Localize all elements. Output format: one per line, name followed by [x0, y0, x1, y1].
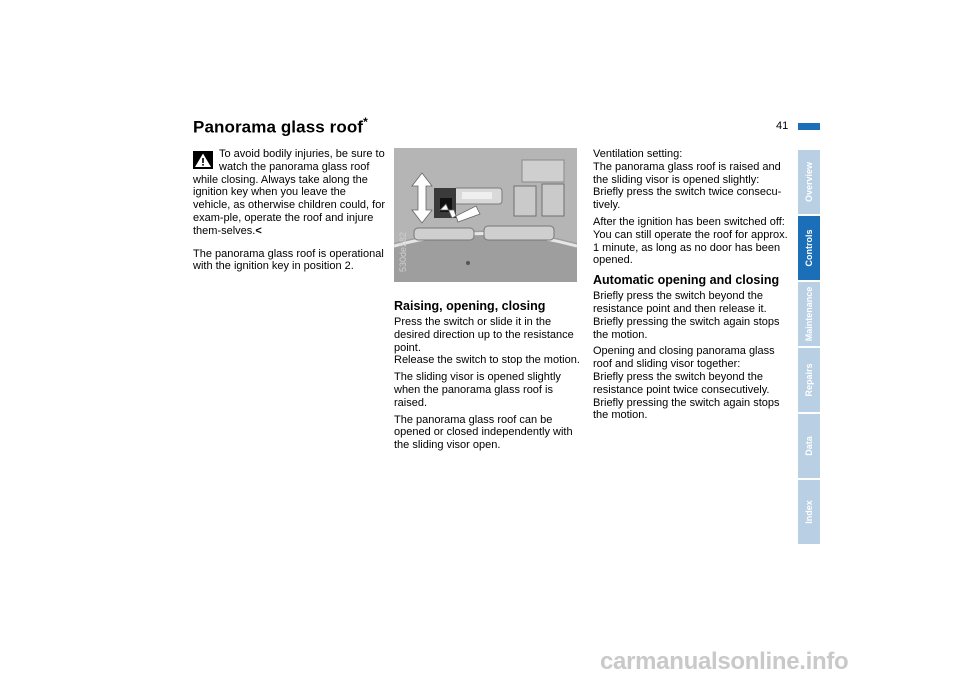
watermark: carmanualsonline.info — [600, 648, 849, 675]
page-number: 41 — [776, 120, 789, 132]
tab-repairs[interactable] — [798, 348, 820, 412]
section-heading-automatic: Automatic opening and closing — [593, 273, 780, 288]
ventilation-p1a: Ventilation setting: — [593, 148, 683, 160]
raising-paragraph-3: The panorama glass roof can be opened or closed independently with the sliding visor open. — [394, 413, 573, 452]
raising-paragraph-2: The sliding visor is opened slightly when the panorama glass roof is raised. — [394, 371, 561, 409]
page-title — [193, 115, 368, 138]
optional-equipment-star: * — [363, 115, 368, 129]
ventilation-paragraph — [593, 148, 789, 212]
tab-data-label: Data — [804, 436, 814, 456]
roof-switch-illustration — [394, 148, 577, 282]
automatic-p4b: Briefly press the switch beyond the resistance point twice consecutively. — [593, 370, 770, 396]
ignition-off-paragraph: After the ignition has been switched off: You can still operate the roof for approx. 1 minute, as long as no door has been opened. — [593, 215, 788, 267]
tab-index[interactable] — [798, 480, 820, 544]
tab-index-label: Index — [804, 500, 814, 524]
tab-maintenance-label: Maintenance — [804, 286, 814, 342]
warning-line-2: watch the panorama glass roof — [219, 160, 370, 173]
column-3 — [593, 148, 789, 426]
raising-p1b: Release the switch to stop the motion. — [394, 354, 580, 367]
column-1 — [193, 148, 385, 277]
image-code: 530de282 — [398, 231, 408, 272]
warning-line-1: To avoid bodily injuries, be sure to — [219, 148, 385, 160]
warning-block — [193, 148, 385, 238]
tab-overview-label: Overview — [804, 161, 814, 203]
tab-controls[interactable] — [798, 216, 820, 280]
automatic-p3b: Briefly pressing the switch again stops the motion. — [593, 315, 780, 341]
page-title-text: Panorama glass roof — [193, 117, 364, 137]
section-heading-raising: Raising, opening, closing — [394, 299, 546, 313]
end-mark: < — [255, 224, 262, 237]
page-number-bar — [798, 123, 820, 130]
warning-triangle-icon — [193, 151, 213, 169]
roof-switch-photo — [394, 148, 577, 282]
warning-line-rest: while closing. Always take along the ignition key when you leave the vehicle, as otherwise children could, for exam-ple, operate the roof and injure them-selves. — [193, 173, 385, 237]
automatic-p3a: Briefly press the switch beyond the resistance point and then release it. — [593, 290, 767, 315]
tab-repairs-label: Repairs — [804, 363, 814, 397]
tab-controls-label: Controls — [804, 229, 814, 267]
raising-p1a: Press the switch or slide it in the desired direction up to the resistance point. — [394, 316, 574, 354]
column-2 — [394, 293, 586, 456]
automatic-paragraph-1 — [593, 290, 789, 341]
raising-paragraph-1 — [394, 316, 586, 367]
ventilation-p1b: The panorama glass roof is raised and the sliding visor is opened slightly: — [593, 160, 781, 186]
tab-data[interactable] — [798, 414, 820, 478]
automatic-paragraph-2 — [593, 345, 789, 422]
ventilation-p1c: Briefly press the switch twice consecu-tively. — [593, 186, 782, 212]
tab-overview[interactable] — [798, 150, 820, 214]
tab-maintenance[interactable] — [798, 282, 820, 346]
warning-text — [193, 148, 385, 238]
automatic-p4a: Opening and closing panorama glass roof and sliding visor together: — [593, 345, 775, 371]
operational-note: The panorama glass roof is operational with the ignition key in position 2. — [193, 247, 384, 273]
automatic-p4c: Briefly pressing the switch again stops the motion. — [593, 396, 780, 422]
